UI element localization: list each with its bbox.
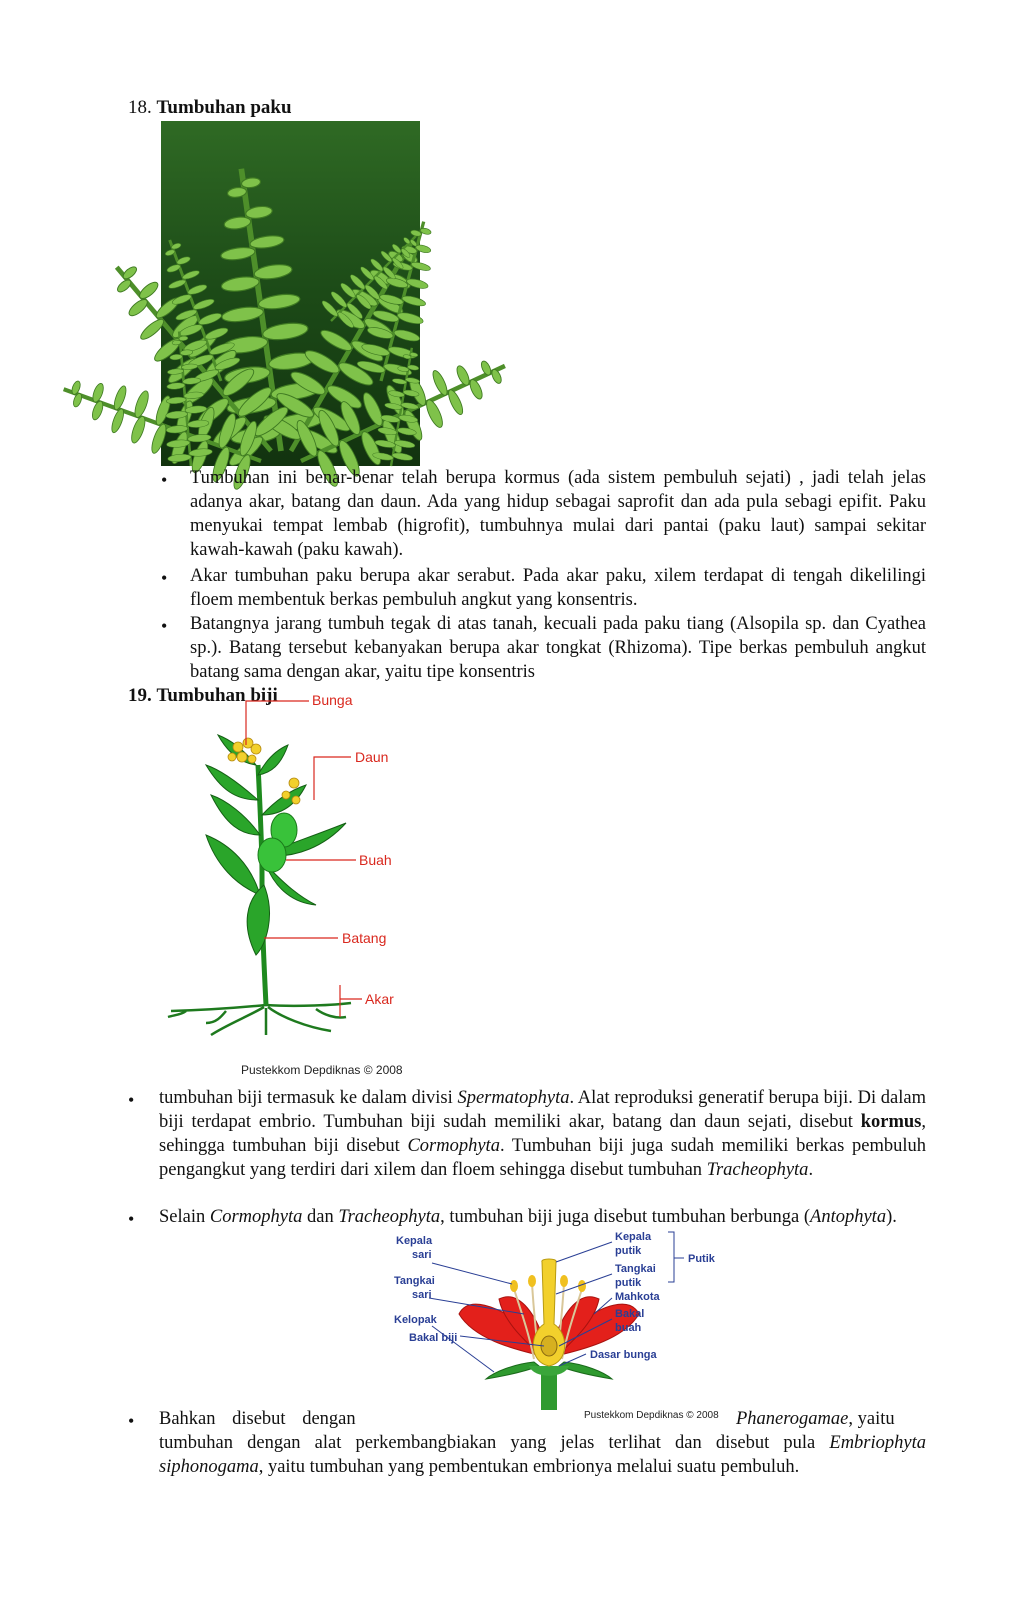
section-18-number: 18. [128,97,152,118]
label-tangkai-putik-2: putik [615,1277,642,1289]
label-mahkota: Mahkota [615,1291,660,1303]
bullet-dot: • [128,1209,135,1229]
label-batang: Batang [342,930,387,946]
label-kepala-sari-2: sari [412,1249,432,1261]
label-buah: Buah [359,852,392,868]
label-tangkai-sari-2: sari [412,1289,432,1301]
seed-bullet-3-end [736,1407,926,1431]
roots [168,1003,351,1035]
seed-paragraph-3 [159,1431,926,1479]
label-bakal-buah-1: Bakal [615,1308,645,1320]
text-span: , sehingga tumbuhan biji disebut [159,1112,926,1156]
plant-credit: Pustekkom Depdiknas © 2008 [241,1063,403,1077]
term-phanerogamae: Phanerogamae [736,1409,849,1429]
text-span: tumbuhan dengan alat perkembangbiakan yang jelas terlihat dan disebut pula [159,1433,830,1453]
stem [258,765,266,1005]
bullet-dot: • [161,568,168,588]
label-akar: Akar [365,991,394,1007]
section-19-number: 19. [128,685,152,706]
flower-diagram [394,1231,734,1410]
term-kormus: kormus [860,1112,922,1132]
term-cormophyta: Cormophyta [209,1207,303,1227]
label-tangkai-sari-1: Tangkai [394,1275,435,1287]
text-span: ). [886,1207,897,1227]
term-tracheophyta: Tracheophyta [338,1207,441,1227]
label-bakal-biji: Bakal biji [409,1332,458,1344]
label-daun: Daun [355,749,389,765]
text-span: , tumbuhan biji juga disebut tumbuhan berbunga ( [440,1207,811,1227]
text-span: , yaitu tumbuhan yang pembentukan embrionya melalui suatu pembuluh. [258,1457,800,1477]
term-antophyta: Antophyta [810,1207,887,1227]
label-kepala-putik-1: Kepala [615,1231,652,1243]
fern-photo [161,121,420,466]
label-dasar-bunga: Dasar bunga [590,1349,657,1361]
term-phanerogamae-wrap [736,1407,895,1431]
stalk [541,1372,557,1410]
flower-credit: Pustekkom Depdiknas © 2008 [584,1410,719,1421]
fern-paragraph-3 [190,612,926,684]
term-tracheophyta: Tracheophyta [706,1160,809,1180]
seed-paragraph-2 [159,1205,926,1229]
bullet-dot: • [128,1090,135,1110]
text-span: tumbuhan biji termasuk ke dalam divisi [159,1088,458,1108]
label-kepala-sari-1: Kepala [396,1235,433,1247]
term-embriophyta-siphonogama: Embriophyta siphonogama [159,1433,926,1477]
bullet-dot: • [161,470,168,490]
seed-bullet-2-text [159,1205,926,1229]
fern-bullet-2-text: Akar tumbuhan paku berupa akar serabut. Pada akar paku, xilem terdapat di tengah dikelilingi floem membentuk berkas pembuluh angkut yang konsentris. [190,566,926,610]
label-kepala-putik-2: putik [615,1245,642,1257]
section-19-title: Tumbuhan biji [156,685,278,706]
text-span: . [808,1160,814,1180]
seed-bullet-1-text [159,1086,926,1182]
bullet-dot: • [161,616,168,636]
fern-paragraph-2 [190,564,926,612]
text-span: . Tumbuhan biji juga sudah memiliki berkas pembuluh pengangkut yang terdiri dari xilem dan floem sehingga disebut tumbuhan [159,1136,926,1180]
label-bakal-buah-2: buah [615,1322,642,1334]
fern-paragraph-1 [190,466,926,562]
seed-paragraph-1 [159,1086,926,1182]
bullet-dot: • [128,1411,135,1431]
section-18-heading [128,96,292,120]
fruits [258,813,297,872]
fern-bullet-1-text: Tumbuhan ini benar-benar telah berupa kormus (ada sistem pembuluh sejati) , jadi telah jelas adanya akar, batang dan daun. Ada yang hidup sebagai saprofit dan ada pula sebagi epifit. Paku menyukai tempat lembab (higrofit), tumbuhnya mulai dari pantai (paku laut) sampai sekitar kawah-kawah (paku kawah). [190,468,926,560]
text-span: . Alat reproduksi generatif berupa biji. Di dalam biji terdapat embrio. Tumbuhan biji sudah memiliki akar, batang dan daun sejati, disebut [159,1088,926,1132]
text-span: dan [302,1207,339,1227]
label-tangkai-putik-1: Tangkai [615,1263,656,1275]
fern-bullet-3-text: Batangnya jarang tumbuh tegak di atas tanah, kecuali pada paku tiang (Alsopila sp. dan Cyathea sp.). Batang tersebut kebanyakan berupa akar tongkat (Rhizoma). Tipe berkas pembuluh angkut batang sama dengan akar, yaitu tipe konsentris [190,614,926,682]
seed-bullet-3-text [159,1431,926,1479]
term-cormophyta: Cormophyta [407,1136,500,1156]
label-kelopak: Kelopak [394,1314,437,1326]
receptacle [529,1366,569,1376]
text-span: , yaitu [848,1409,895,1429]
text-span: Selain [159,1207,210,1227]
section-18-title: Tumbuhan paku [156,97,292,118]
term-spermatophyta: Spermatophyta [457,1088,570,1108]
label-putik: Putik [688,1253,715,1265]
seed-bullet-3-start: Bahkan disebut dengan [159,1409,356,1429]
label-bunga: Bunga [312,692,353,708]
